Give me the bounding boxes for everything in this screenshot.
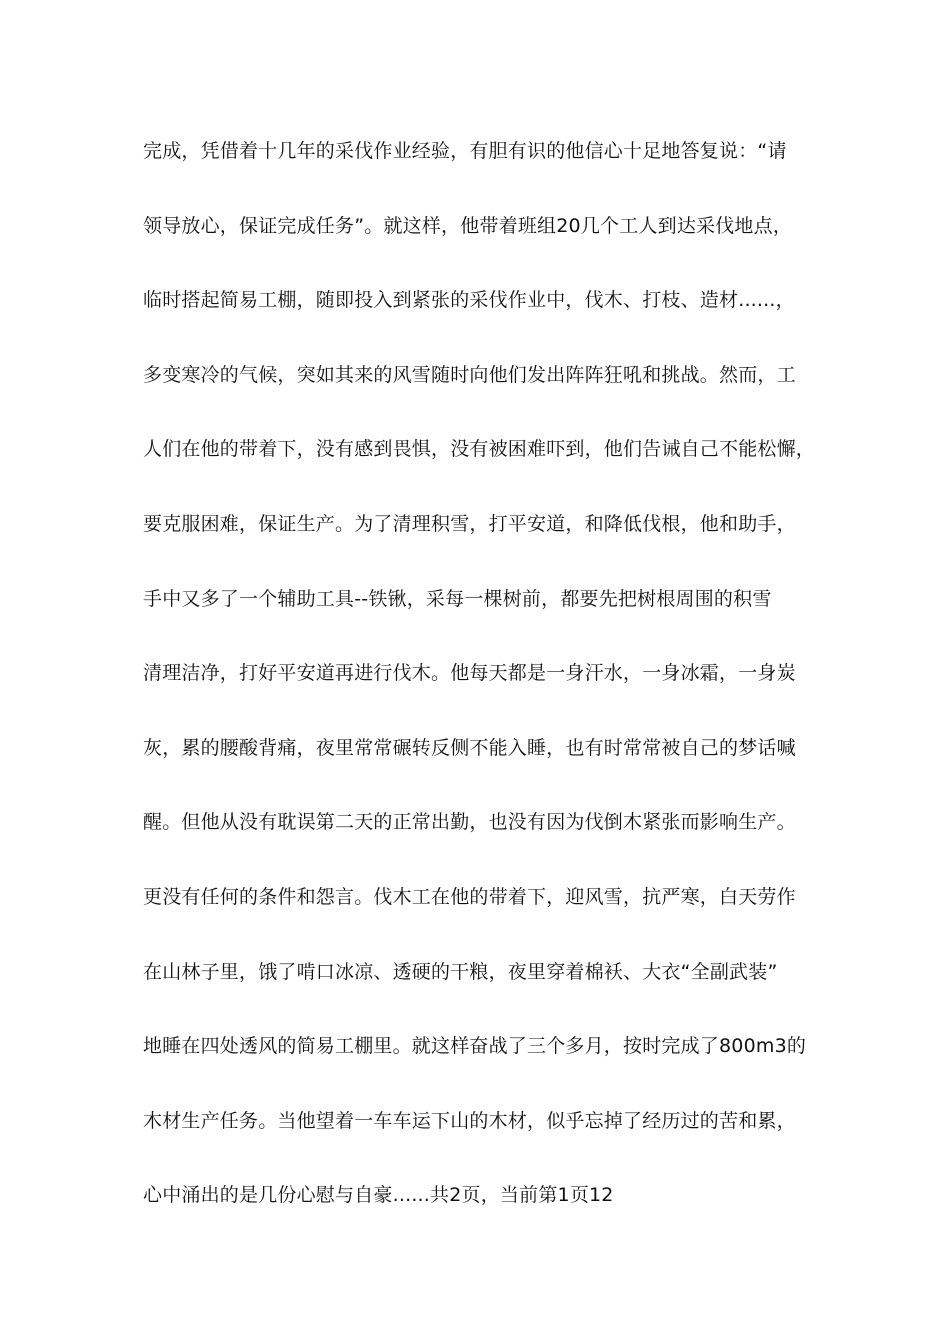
text-line: 心中涌出的是几份心慰与自豪......共2页，当前第1页12 — [143, 1184, 614, 1207]
text-line: 领导放心，保证完成任务”。就这样，他带着班组20几个工人到达采伐地点， — [143, 214, 793, 237]
text-line: 醒。但他从没有耽误第二天的正常出勤，也没有因为伐倒木紧张而影响生产。 — [143, 811, 796, 834]
body-text — [143, 131, 823, 1250]
text-line: 人们在他的带着下，没有感到畏惧，没有被困难吓到，他们告诫自己不能松懈， — [143, 438, 816, 461]
text-line: 更没有任何的条件和怨言。伐木工在他的带着下，迎风雪，抗严寒，白天劳作 — [143, 885, 796, 908]
text-line: 地睡在四处透风的简易工棚里。就这样奋战了三个多月，按时完成了800m3的 — [143, 1035, 807, 1058]
text-line: 要克服困难，保证生产。为了清理积雪，打平安道，和降低伐根，他和助手， — [143, 512, 796, 535]
text-line: 灰，累的腰酸背痛，夜里常常碾转反侧不能入睡，也有时常常被自己的梦话喊 — [143, 736, 796, 759]
text-line: 多变寒冷的气候，突如其来的风雪随时向他们发出阵阵狂吼和挑战。然而，工 — [143, 363, 796, 386]
text-line: 木材生产任务。当他望着一车车运下山的木材，似乎忘掉了经历过的苦和累， — [143, 1109, 796, 1132]
text-line: 临时搭起简易工棚，随即投入到紧张的采伐作业中，伐木、打枝、造材......， — [143, 289, 795, 312]
text-line: 清理洁净，打好平安道再进行伐木。他每天都是一身汗水，一身冰霜，一身炭 — [143, 662, 796, 685]
text-line: 手中又多了一个辅助工具--铁锹，采每一棵树前，都要先把树根周围的积雪 — [143, 587, 772, 610]
text-line: 完成，凭借着十几年的采伐作业经验，有胆有识的他信心十足地答复说：“请 — [143, 140, 787, 162]
text-line: 在山林子里，饿了啃口冰凉、透硬的干粮，夜里穿着棉袄、大衣“全副武装” — [143, 960, 778, 983]
